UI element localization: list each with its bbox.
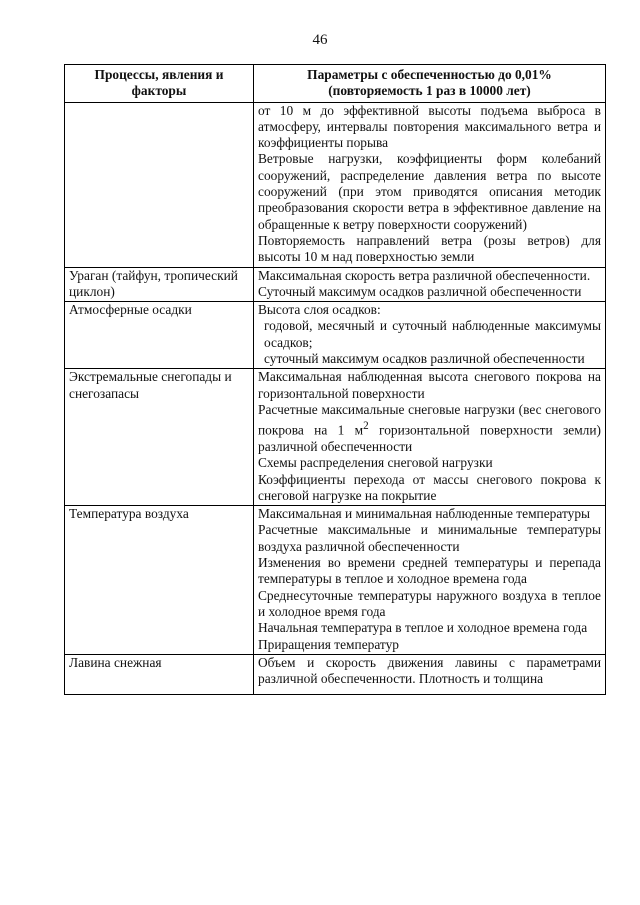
factor-cell: Лавина снежная xyxy=(65,654,254,694)
parameter-text xyxy=(258,402,601,455)
parameter-text: Максимальная и минимальная наблюденные температуры xyxy=(258,506,591,522)
parameters-cell xyxy=(254,302,606,369)
parameter-text: от 10 м до эффективной высоты подъема выброса в атмосферу, интервалы повторения максимального ветра и коэффициенты порыва xyxy=(258,102,601,151)
factor-cell: Экстремальные снегопады и снегозапасы xyxy=(65,369,254,506)
table-row xyxy=(65,102,606,267)
parameter-text: годовой, месячный и суточный наблюденные максимумы осадков; xyxy=(264,318,601,350)
factor-cell: Атмосферные осадки xyxy=(65,302,254,369)
parameters-cell xyxy=(254,369,606,506)
parameter-text: Высота слоя осадков: xyxy=(258,302,381,318)
parameter-text: Начальная температура в теплое и холодное времена года xyxy=(258,620,588,636)
factor-cell: Температура воздуха xyxy=(65,506,254,655)
parameter-text: Повторяемость направлений ветра (розы ветров) для высоты 10 м над поверхностью земли xyxy=(258,232,601,265)
parameters-cell xyxy=(254,506,606,655)
factor-cell: Ураган (тайфун, тропический циклон) xyxy=(65,267,254,302)
factor-cell xyxy=(65,102,254,267)
header-parameters-line2: (повторяемость 1 раз в 10000 лет) xyxy=(328,83,531,99)
parameter-text: суточный максимум осадков различной обеспеченности xyxy=(264,351,585,367)
parameter-text-part: Расчетные максимальные снеговые нагрузки (вес снегового покрова на 1 м xyxy=(258,401,601,438)
parameter-text: Суточный максимум осадков различной обеспеченности xyxy=(258,283,582,299)
parameter-text: Приращения температур xyxy=(258,636,400,652)
table-row xyxy=(65,654,606,694)
table-row xyxy=(65,369,606,506)
parameter-text: Максимальная наблюденная высота снегового покрова на горизонтальной поверхности xyxy=(258,369,601,401)
table-row xyxy=(65,267,606,302)
superscript: 2 xyxy=(363,420,369,433)
parameters-table xyxy=(64,64,606,695)
parameters-cell xyxy=(254,102,606,267)
parameters-cell xyxy=(254,654,606,694)
parameter-text: Коэффициенты перехода от массы снегового покрова к снеговой нагрузке на покрытие xyxy=(258,471,601,503)
parameter-text: Максимальная скорость ветра различной обеспеченности. xyxy=(258,267,591,283)
parameter-text-part: горизонтальной поверхности земли) различной обеспеченности xyxy=(258,422,601,454)
header-processes: Процессы, явления и факторы xyxy=(65,65,254,103)
parameter-text: Схемы распределения снеговой нагрузки xyxy=(258,455,493,471)
page-number: 46 xyxy=(312,32,328,48)
header-parameters-line1: Параметры с обеспеченностью до 0,01% xyxy=(307,67,552,82)
table-row xyxy=(65,506,606,655)
header-parameters xyxy=(254,65,606,103)
parameter-text: Объем и скорость движения лавины с параметрами различной обеспеченности. Плотность и толщина xyxy=(258,654,601,687)
parameter-text: Ветровые нагрузки, коэффициенты форм колебаний сооружений, распределение давления ветра по высоте сооружений (при этом приводятся описания методик преобразования скорости ветра в эффективное давление на обращенные к ветру поверхности сооружений) xyxy=(258,151,601,232)
parameters-cell xyxy=(254,267,606,302)
table-row xyxy=(65,302,606,369)
parameter-text: Расчетные максимальные и минимальные температуры воздуха различной обеспеченности xyxy=(258,522,601,554)
parameter-text: Среднесуточные температуры наружного воздуха в теплое и холодное время года xyxy=(258,587,601,619)
parameter-text: Изменения во времени средней температуры и перепада температуры в теплое и холодное времена года xyxy=(258,555,601,587)
table-header-row xyxy=(65,65,606,103)
